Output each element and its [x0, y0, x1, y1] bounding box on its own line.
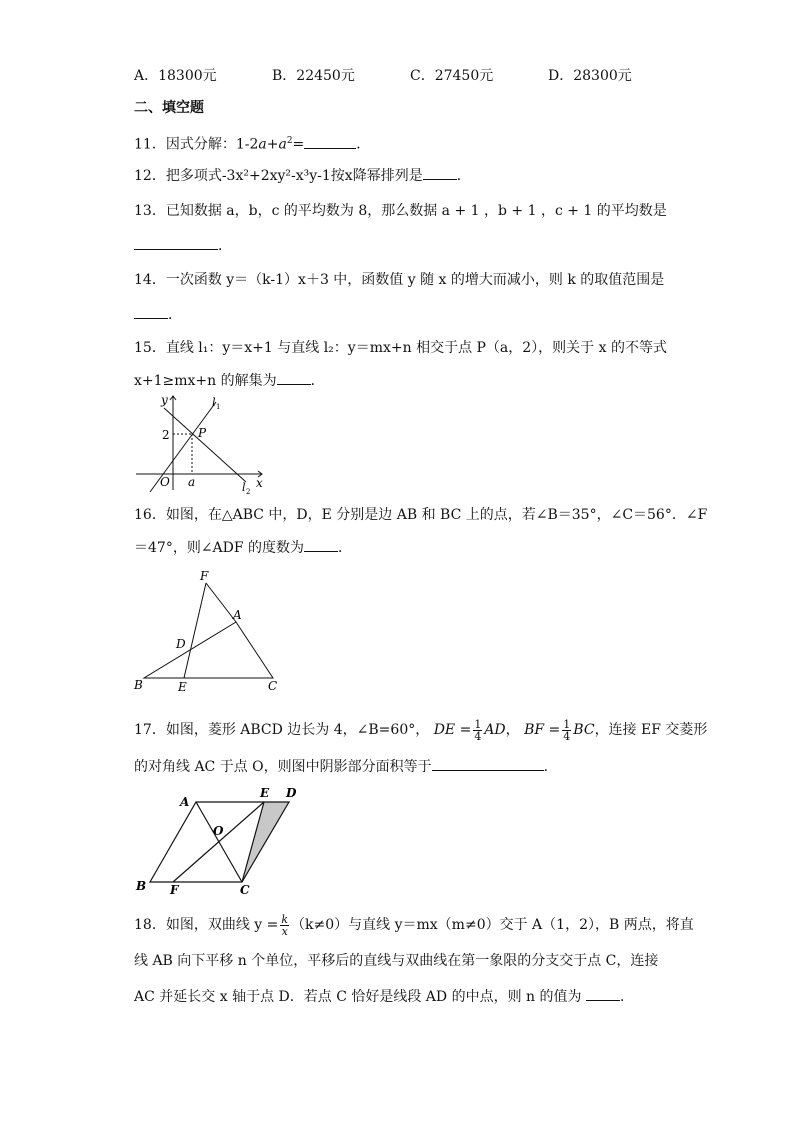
fraction-k-x — [280, 914, 289, 937]
label-x: x — [256, 476, 263, 490]
label-E: E — [178, 680, 187, 694]
q17-de: DE = — [433, 722, 472, 738]
label-E: E — [260, 786, 270, 800]
q18-end: ． — [619, 989, 634, 1005]
q18-text-b: （k≠0）与直线 y＝mx（m≠0）交于 A（1，2），B 两点，将直 — [291, 917, 694, 933]
q10-option-d: D．28300元 — [548, 68, 632, 84]
q14-end: ． — [168, 307, 182, 323]
q18-text-a: 18．如图，双曲线 y = — [134, 917, 279, 933]
label-p: P — [198, 426, 207, 440]
q12-end: ． — [456, 168, 471, 184]
question-17-line1: 17．如图，菱形 ABCD 边长为 4，∠B=60°， DE = $\frac{1}{4}$ AD， BF = $\frac{1}{4}$ BC，连接 EF 交菱形 — [134, 717, 708, 743]
label-y: y — [161, 393, 168, 407]
label-C: C — [268, 679, 278, 693]
q16-end: ． — [338, 540, 353, 556]
segment-fa — [206, 583, 236, 622]
label-D: D — [286, 786, 297, 800]
q17-text-b: ，连接 EF 交菱形 — [594, 722, 708, 738]
q10-option-a: A．18300元 — [134, 68, 217, 84]
q11-var-a2: a — [278, 136, 287, 153]
label-2: 2 — [162, 428, 170, 442]
q17-text-a: 17．如图，菱形 ABCD 边长为 4，∠B=60°， — [134, 722, 430, 738]
question-14-line1: 14．一次函数 y＝（k-1）x＋3 中，函数值 y 随 x 的增大而减小，则 k 的取值范围是 — [134, 272, 665, 288]
q11-equals: = — [292, 136, 305, 153]
label-F: F — [200, 569, 209, 583]
frac-den: x — [281, 924, 288, 938]
label-O: O — [213, 824, 224, 838]
answer-blank[interactable] — [304, 537, 338, 552]
figure-17 — [130, 784, 310, 896]
fraction-1-4 — [562, 719, 571, 742]
q17-text-c: 的对角线 AC 于点 O，则图中阴影部分面积等于 — [134, 759, 432, 775]
segment-fe — [184, 583, 206, 678]
q12-text: 12．把多项式-3x²+2xy²-x³y-1按x降幂排列是 — [134, 168, 423, 184]
question-12 — [134, 165, 471, 185]
question-11 — [134, 132, 370, 154]
frac-den: 4 — [474, 729, 482, 743]
label-l1: l — [212, 396, 216, 409]
frac-den: 4 — [563, 729, 571, 743]
q16-text: ＝47°，则∠ADF 的度数为 — [134, 540, 305, 556]
frac-num: 1 — [563, 717, 571, 731]
question-14-line2 — [134, 304, 182, 324]
label-A: A — [180, 795, 190, 809]
label-C: C — [240, 883, 250, 896]
answer-blank[interactable] — [586, 986, 620, 1001]
question-15-line2 — [134, 370, 325, 390]
q10-option-b: B．22450元 — [272, 68, 355, 84]
q11-var-a: a — [258, 136, 267, 153]
answer-blank[interactable] — [432, 756, 544, 771]
line-l2 — [164, 408, 246, 482]
label-F: F — [170, 883, 179, 896]
answer-blank[interactable] — [423, 165, 457, 180]
section-title: 二、填空题 — [134, 100, 204, 116]
question-18-line3 — [134, 986, 634, 1006]
label-origin: O — [160, 475, 170, 489]
question-16-line1: 16．如图，在△ABC 中，D，E 分别是边 AB 和 BC 上的点，若∠B＝35°，∠C＝56°．∠F — [134, 507, 708, 523]
figure-15 — [130, 390, 270, 494]
frac-num: 1 — [474, 717, 482, 731]
q17-bc: BC — [573, 722, 595, 738]
q15-end: ． — [310, 373, 325, 389]
answer-blank[interactable] — [277, 370, 311, 385]
q13-end: ． — [218, 238, 232, 254]
question-13-line1: 13．已知数据 a，b，c 的平均数为 8，那么数据 a + 1 ，b + 1 ，c + 1 的平均数是 — [134, 203, 667, 219]
question-16-line2 — [134, 537, 352, 557]
label-D: D — [176, 637, 186, 651]
question-15-line1: 15．直线 l₁：y＝x+1 与直线 l₂：y＝mx+n 相交于点 P（a，2），则关于 x 的不等式 — [134, 340, 667, 356]
q11-prefix: 11．因式分解：1-2 — [134, 136, 259, 153]
label-B: B — [134, 678, 143, 692]
q17-ad: AD — [484, 722, 506, 738]
q10-option-c: C．27450元 — [410, 68, 494, 84]
q11-end: ． — [356, 136, 371, 153]
answer-blank[interactable] — [304, 134, 356, 149]
question-17-line2 — [134, 756, 558, 776]
triangle-abc — [144, 622, 273, 678]
answer-blank[interactable] — [134, 304, 168, 319]
q11-plus: + — [266, 136, 279, 153]
q11-exponent: 2 — [286, 136, 293, 146]
label-l2-sub: 2 — [246, 488, 251, 494]
figure-16 — [130, 565, 290, 695]
q18-text-c: AC 并延长交 x 轴于点 D．若点 C 恰好是线段 AD 的中点，则 n 的值为 — [134, 989, 582, 1005]
label-l1-sub: 1 — [216, 403, 221, 411]
q15-text: x+1≥mx+n 的解集为 — [134, 373, 277, 389]
fraction-1-4 — [473, 719, 482, 742]
q17-end: ． — [543, 759, 558, 775]
label-a: a — [188, 475, 196, 489]
q17-bf: BF = — [524, 722, 561, 738]
question-13-line2 — [134, 235, 232, 255]
label-A: A — [233, 608, 242, 622]
question-18-line1 — [134, 910, 694, 940]
label-l2: l — [242, 481, 246, 494]
label-B: B — [136, 879, 147, 893]
segment-ef — [173, 802, 264, 882]
question-18-line2: 线 AB 向下平移 n 个单位，平移后的直线与双曲线在第一象限的分支交于点 C，连接 — [134, 953, 659, 969]
frac-num: k — [281, 912, 289, 926]
answer-blank[interactable] — [134, 235, 218, 250]
